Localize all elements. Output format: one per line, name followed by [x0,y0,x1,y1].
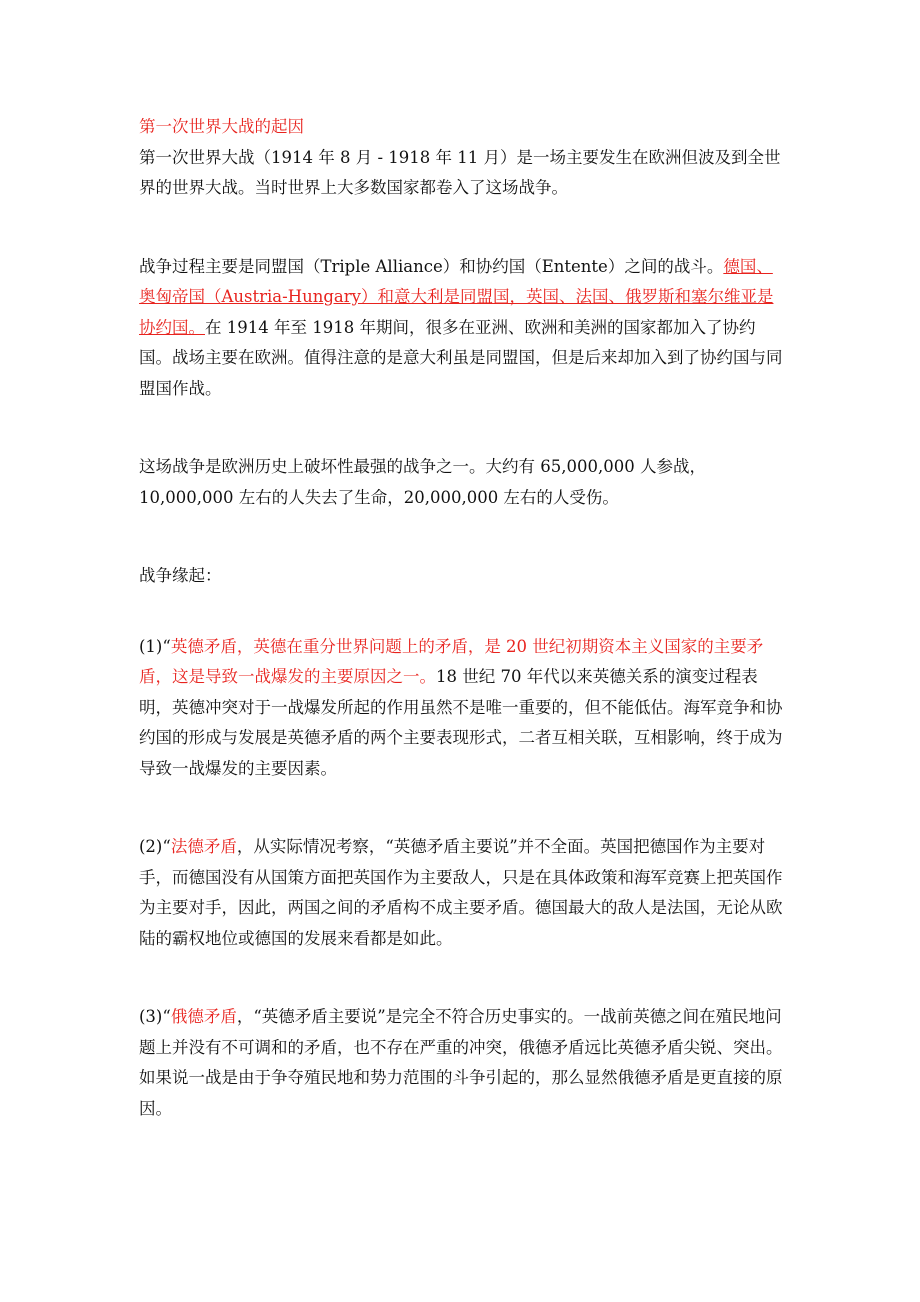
reason-number: (1)“ [139,636,171,656]
reason-highlight-text: 俄德矛盾 [170,1007,237,1026]
intro-paragraph: 第一次世界大战（1914 年 8 月 - 1918 年 11 月）是一场主要发生在欧洲但波及到全世界的世界大战。当时世界上大多数国家都卷入了这场战争。 [139,147,781,197]
reason-number: (3)“ [139,1007,171,1026]
reason-paragraph-1 [139,632,784,785]
reason-highlight-text: 法德矛盾 [170,837,237,856]
reason-paragraph-2 [139,832,784,954]
reason-rest-text: ，“英德矛盾主要说”是完全不符合历史事实的。一战前英德之间在殖民地问题上并没有不可调和的矛盾，也不存在严重的冲突，俄德矛盾远比英德矛盾尖锐、突出。如果说一战是由于争夺殖民地和势力范围的斗争引起的，那么显然俄德矛盾是更直接的原因。 [139,1007,783,1118]
alliances-paragraph [139,252,784,405]
document-title: 第一次世界大战的起因 [139,117,304,136]
reason-highlight-text: 英德矛盾，英德在重分世界问题上的矛盾，是 20 世纪初期资本主义国家的主要矛盾，这是导致一战爆发的主要原因之一。 [139,636,764,686]
alliances-highlight-text: 德国、奥匈帝国（Austria-Hungary）和意大利是同盟国，英国、法国、俄罗斯和塞尔维亚是协约国。 [139,256,774,337]
reason-rest-text: ，从实际情况考察，“英德矛盾主要说”并不全面。英国把德国作为主要对手，而德国没有从国策方面把英国作为主要敌人，只是在具体政策和海军竞赛上把英国作为主要对手，因此，两国之间的矛盾构不成主要矛盾。德国最大的敌人是法国，无论从欧陆的霸权地位或德国的发展来看都是如此。 [139,837,783,948]
reason-number: (2)“ [139,837,171,856]
alliances-lead-text: 战争过程主要是同盟国（Triple Alliance）和协约国（Entente）之间的战斗。 [139,256,724,276]
casualties-paragraph: 这场战争是欧洲历史上破坏性最强的战争之一。大约有 65,000,000 人参战，10,000,000 左右的人失去了生命，20,000,000 左右的人受伤。 [139,457,706,507]
reason-rest-text: 18 世纪 70 年代以来英德关系的演变过程表明，英德冲突对于一战爆发所起的作用虽然不是唯一重要的，但不能低估。海军竞争和协约国的形成与发展是英德矛盾的两个主要表现形式，二者互相关联，互相影响，终于成为导致一战爆发的主要因素。 [139,667,783,778]
alliances-rest-text: 在 1914 年至 1918 年期间，很多在亚洲、欧洲和美洲的国家都加入了协约国。战场主要在欧洲。值得注意的是意大利虽是同盟国，但是后来却加入到了协约国与同盟国作战。 [139,317,783,398]
causes-heading: 战争缘起： [139,566,222,585]
document-body [139,112,784,1172]
reason-paragraph-3 [139,1002,784,1124]
